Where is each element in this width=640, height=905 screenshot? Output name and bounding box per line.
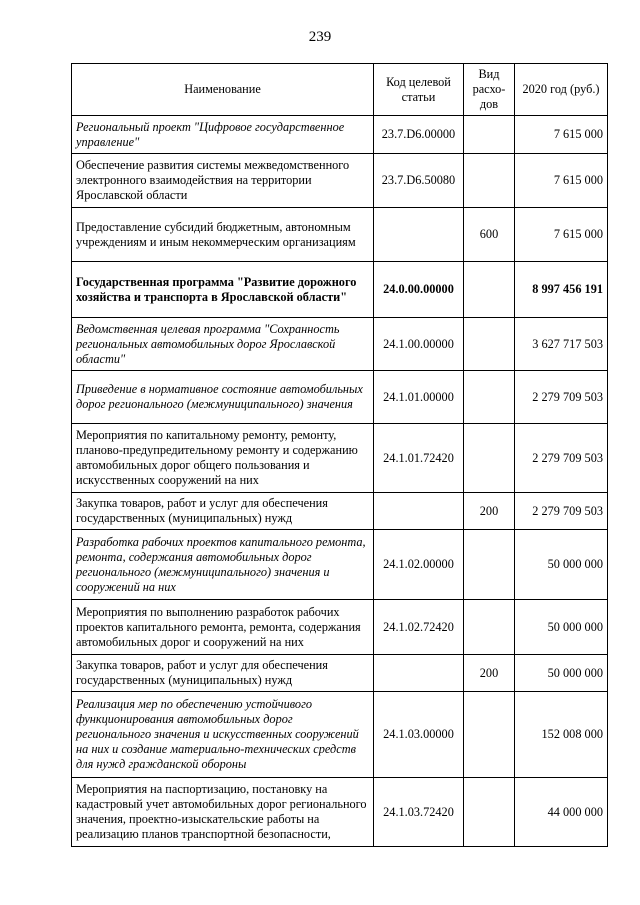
row-name: Приведение в нормативное состояние автомобильных дорог регионального (межмуниципального) значения [72,371,374,424]
row-sum: 2 279 709 503 [515,371,608,424]
row-code: 24.0.00.00000 [374,262,464,318]
row-name: Предоставление субсидий бюджетным, автономным учреждениям и иным некоммерческим организациям [72,208,374,262]
row-vid [464,116,515,154]
row-vid [464,424,515,493]
header-sum: 2020 год (руб.) [515,64,608,116]
table-header-row [72,64,608,116]
row-code [374,493,464,530]
table-row [72,318,608,371]
row-sum: 50 000 000 [515,530,608,600]
row-sum: 152 008 000 [515,692,608,778]
row-sum: 7 615 000 [515,116,608,154]
table-row [72,116,608,154]
row-code: 24.1.03.00000 [374,692,464,778]
row-vid [464,154,515,208]
row-name: Обеспечение развития системы межведомственного электронного взаимодействия на территории Ярославской области [72,154,374,208]
table-row [72,692,608,778]
budget-table [71,63,608,847]
row-sum: 8 997 456 191 [515,262,608,318]
row-vid [464,692,515,778]
row-sum: 7 615 000 [515,154,608,208]
row-name: Ведомственная целевая программа "Сохранность региональных автомобильных дорог Ярославской области" [72,318,374,371]
row-vid: 200 [464,655,515,692]
row-sum: 7 615 000 [515,208,608,262]
row-vid [464,778,515,847]
table-row [72,208,608,262]
table-row [72,154,608,208]
table-row [72,600,608,655]
row-sum: 2 279 709 503 [515,424,608,493]
row-vid [464,600,515,655]
row-name: Реализация мер по обеспечению устойчивого функционирования автомобильных дорог регионального значения и искусственных сооружений на них и создание материально-технических средств для нужд гражданской обороны [72,692,374,778]
table-row [72,655,608,692]
table-row [72,530,608,600]
row-vid: 600 [464,208,515,262]
row-code: 23.7.D6.50080 [374,154,464,208]
table-row [72,778,608,847]
header-vid: Вид расхо-дов [464,64,515,116]
table-row [72,262,608,318]
row-sum: 44 000 000 [515,778,608,847]
row-name: Мероприятия на паспортизацию, постановку на кадастровый учет автомобильных дорог регионального значения, проектно-изыскательские работы на реализацию планов транспортной безопасности, [72,778,374,847]
row-code: 24.1.01.00000 [374,371,464,424]
row-name: Региональный проект "Цифровое государственное управление" [72,116,374,154]
row-code: 24.1.02.00000 [374,530,464,600]
row-vid [464,371,515,424]
row-sum: 2 279 709 503 [515,493,608,530]
row-name: Государственная программа "Развитие дорожного хозяйства и транспорта в Ярославской области" [72,262,374,318]
row-vid: 200 [464,493,515,530]
page-number: 239 [308,29,332,45]
row-vid [464,530,515,600]
header-name: Наименование [72,64,374,116]
row-vid [464,262,515,318]
row-sum: 50 000 000 [515,600,608,655]
row-sum: 3 627 717 503 [515,318,608,371]
row-code [374,655,464,692]
row-vid [464,318,515,371]
table-row [72,424,608,493]
row-code: 23.7.D6.00000 [374,116,464,154]
row-code: 24.1.02.72420 [374,600,464,655]
row-name: Закупка товаров, работ и услуг для обеспечения государственных (муниципальных) нужд [72,655,374,692]
header-code: Код целевой статьи [374,64,464,116]
row-code: 24.1.03.72420 [374,778,464,847]
row-name: Закупка товаров, работ и услуг для обеспечения государственных (муниципальных) нужд [72,493,374,530]
table-row [72,371,608,424]
row-code: 24.1.01.72420 [374,424,464,493]
row-name: Мероприятия по выполнению разработок рабочих проектов капитального ремонта, ремонта, содержания автомобильных дорог и сооружений на них [72,600,374,655]
row-name: Разработка рабочих проектов капитального ремонта, ремонта, содержания автомобильных дорог регионального (межмуниципального) значения и сооружений на них [72,530,374,600]
row-sum: 50 000 000 [515,655,608,692]
table-row [72,493,608,530]
row-code [374,208,464,262]
row-code: 24.1.00.00000 [374,318,464,371]
row-name: Мероприятия по капитальному ремонту, ремонту, планово-предупредительному ремонту и содержанию автомобильных дорог общего пользования и искусственных сооружений на них [72,424,374,493]
